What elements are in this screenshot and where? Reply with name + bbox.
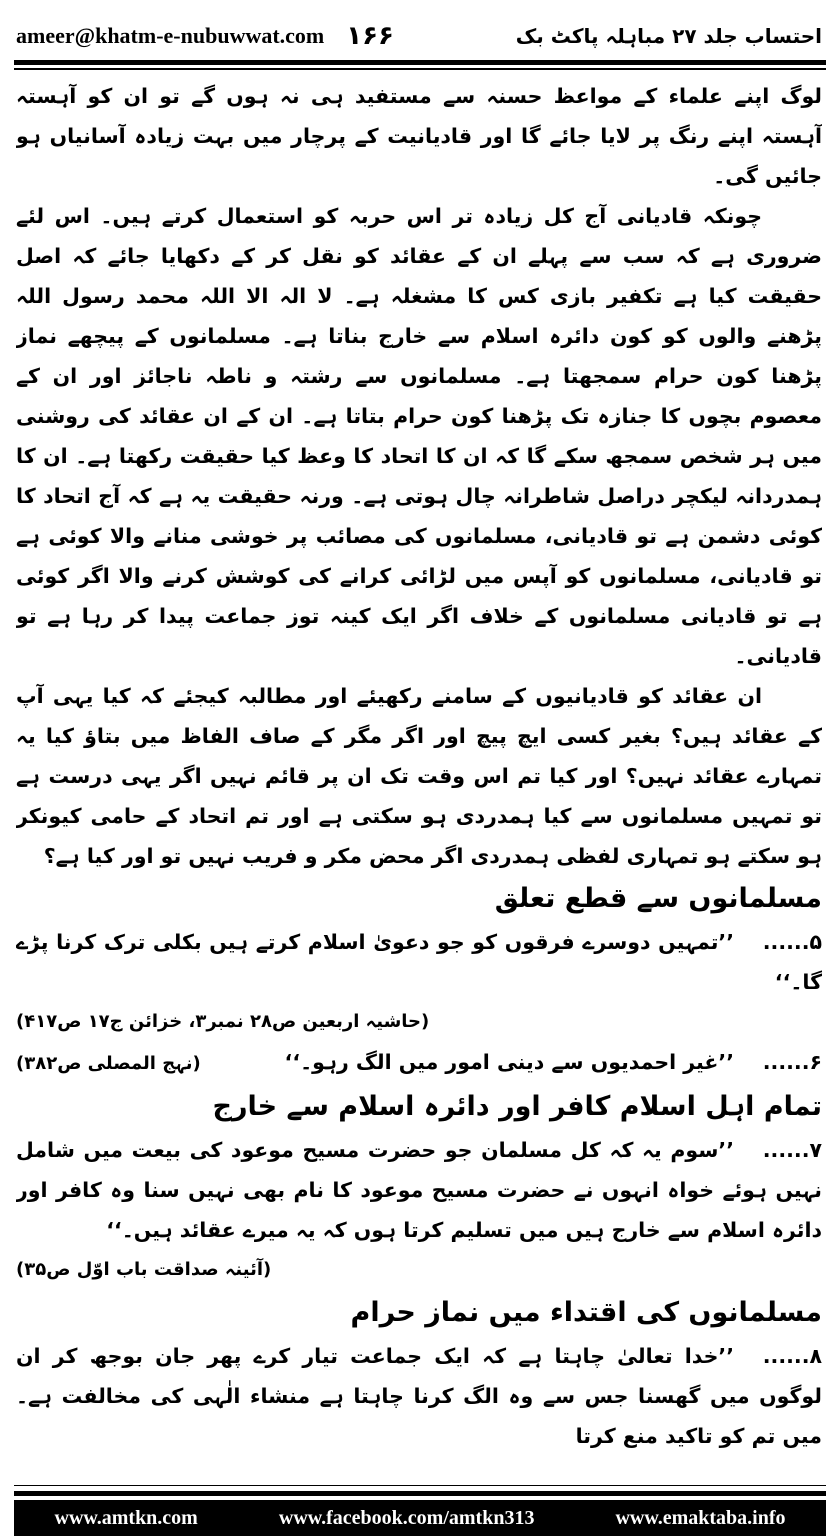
footer-link-emaktaba[interactable]: www.emaktaba.info [615, 1506, 786, 1529]
quote-8 [16, 1336, 822, 1456]
book-title: احتساب جلد ۲۷ مباہلہ پاکٹ بک [515, 24, 822, 48]
section-heading-2: تمام اہل اسلام کافر اور دائرہ اسلام سے خارج [212, 1091, 822, 1122]
footer-link-amtkn[interactable]: www.amtkn.com [54, 1506, 198, 1529]
header-left-group [16, 21, 394, 51]
quote-8-text: ’’خدا تعالیٰ چاہتا ہے کہ ایک جماعت تیار کرے پھر جان بوجھ کر ان لوگوں میں گھسنا جس سے وہ الگ کرنا چاہتا ہے منشاء الٰہی کی مخالفت ہے۔ میں تم کو تاکید منع کرتا [16, 1344, 822, 1448]
footer-link-facebook[interactable]: www.facebook.com/amtkn313 [278, 1506, 535, 1529]
header-email: ameer@khatm-e-nubuwwat.com [16, 23, 325, 48]
header-rule-thick [14, 60, 826, 65]
quote-5-citation-row [16, 1002, 822, 1042]
section-heading-3: مسلمانوں کی اقتداء میں نماز حرام [350, 1297, 822, 1328]
quote-5-citation: (حاشیہ اربعین ص۲۸ نمبر۳، خزائن ج۱۷ ص۴۱۷) [16, 1011, 430, 1032]
quote-5-text: ’’تمہیں دوسرے فرقوں کو جو دعویٰ اسلام کرتے ہیں بکلی ترک کرنا پڑے گا۔‘‘ [16, 930, 822, 994]
footer-rule-thick [14, 1491, 826, 1496]
quote-5-number: ۵...... [762, 930, 822, 954]
section-heading-1: مسلمانوں سے قطع تعلق [494, 883, 822, 914]
page-footer [14, 1500, 826, 1536]
quote-6-citation: (نہج المصلی ص۳۸۲) [16, 1053, 201, 1074]
paragraph-2: چونکہ قادیانی آج کل زیادہ تر اس حربہ کو استعمال کرتے ہیں۔ اس لئے ضروری ہے کہ سب سے پہلے ان کے عقائد کو نقل کر کے دکھایا جائے کہ اصل حقیقت کیا ہے تکفیر بازی کس کا مشغلہ ہے۔ لا الہ الا اللہ محمد رسول اللہ پڑھنے والوں کو کون دائرہ اسلام سے خارج بناتا ہے۔ مسلمانوں کے پیچھے نماز پڑھنا کون حرام سمجھتا ہے۔ مسلمانوں سے رشتہ و ناطہ ناجائز اور ان کے معصوم بچوں کا جنازہ تک پڑھنا کون حرام بتاتا ہے۔ ان کے ان عقائد کی روشنی میں ہر شخص سمجھ سکے گا کہ ان کا اتحاد کا وعظ کیا حقیقت رکھتا ہے۔ ان کا ہمدردانہ لیکچر دراصل شاطرانہ چال ہوتی ہے۔ ورنہ حقیقت یہ ہے کہ آج اتحاد کا کوئی دشمن ہے تو قادیانی، مسلمانوں کی مصائب پر خوشی منانے والا کوئی ہے تو قادیانی، مسلمانوں کو آپس میں لڑائی کرانے کی کوشش کرنے والا اگر کوئی ہے تو قادیانی مسلمانوں کے خلاف اگر ایک کینہ توز جماعت پیدا کر رہا ہے تو قادیانی۔ [16, 204, 822, 668]
quote-7 [16, 1130, 822, 1250]
footer-rule-thin [14, 1485, 826, 1487]
quote-7-citation: (آئینہ صداقت باب اوّل ص۳۵) [16, 1259, 272, 1280]
quote-6-text: ’’غیر احمدیوں سے دینی امور میں الگ رہو۔‘‘ [284, 1050, 734, 1074]
paragraph-1: لوگ اپنے علماء کے مواعظ حسنہ سے مستفید ہی نہ ہوں گے تو ان کو آہستہ آہستہ اپنے رنگ پر لایا جائے گا اور قادیانیت کے پرچار میں بہت زیادہ آسانیاں ہو جائیں گی۔ [16, 84, 822, 188]
page-header [16, 14, 822, 58]
page-content [16, 76, 822, 1474]
quote-7-number: ۷...... [762, 1138, 822, 1162]
quote-6-number: ۶...... [762, 1050, 822, 1074]
quote-7-citation-row [16, 1250, 822, 1290]
header-rule-thin [14, 68, 826, 70]
page-number: ۱۶۶ [346, 21, 394, 51]
quote-5 [16, 922, 822, 1002]
quote-8-number: ۸...... [762, 1344, 822, 1368]
quote-6 [16, 1042, 822, 1084]
paragraph-3: ان عقائد کو قادیانیوں کے سامنے رکھیئے اور مطالبہ کیجئے کہ کیا یہی آپ کے عقائد ہیں؟ بغیر کسی ایچ پیچ اور اگر مگر کے صاف الفاظ میں بتاؤ کیا یہ تمہارے عقائد نہیں؟ اور کیا تم اس وقت تک ان پر قائم نہیں اگر یہی درست ہے تو تمہیں مسلمانوں سے کیا ہمدردی ہو سکتی ہے اور تم اتحاد کے حامی کیونکر ہو سکتے ہو تمہاری لفظی ہمدردی اگر محض مکر و فریب نہیں تو اور کیا ہے؟ [16, 684, 822, 868]
quote-7-text: ’’سوم یہ کہ کل مسلمان جو حضرت مسیح موعود کی بیعت میں شامل نہیں ہوئے خواہ انہوں نے حضرت مسیح موعود کا نام بھی نہیں سنا وہ کافر اور دائرہ اسلام سے خارج ہیں میں تسلیم کرتا ہوں کہ یہ میرے عقائد ہیں۔‘‘ [16, 1138, 822, 1242]
